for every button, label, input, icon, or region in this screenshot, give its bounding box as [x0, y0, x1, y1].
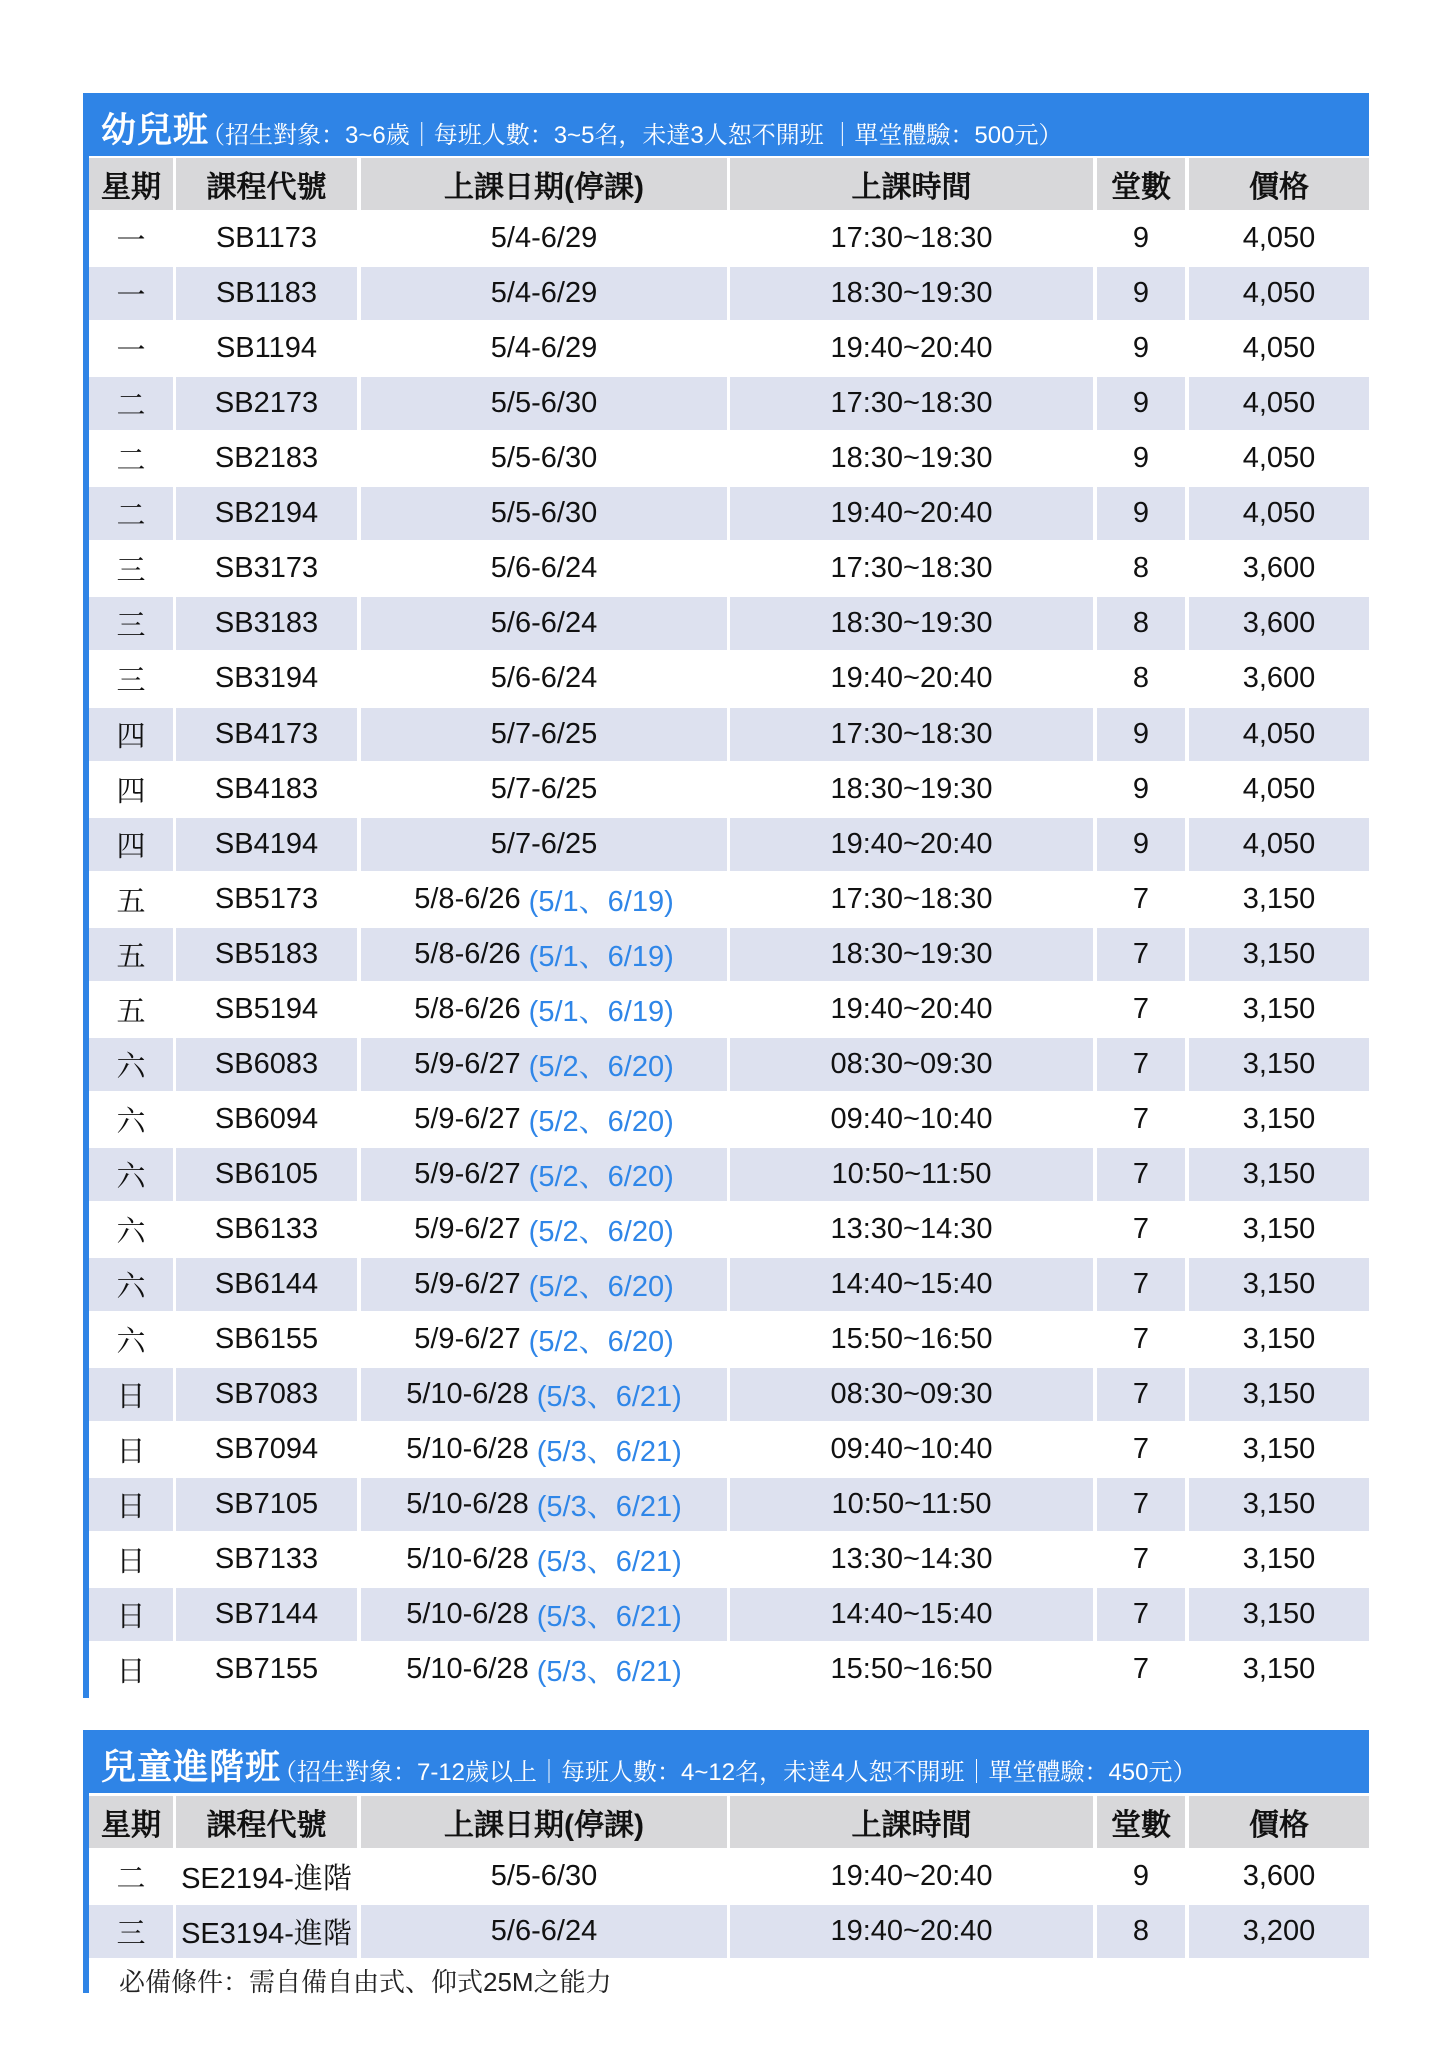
time-cell: 10:50~11:50: [730, 1478, 1093, 1531]
header-course-code: 課程代號: [176, 158, 357, 210]
date-range-cell: [361, 1093, 727, 1146]
time-cell: 08:30~09:30: [730, 1038, 1093, 1091]
date-range-cell: [361, 212, 727, 265]
price-cell: 3,150: [1189, 1588, 1369, 1641]
header-dates: 上課日期(停課): [361, 1796, 727, 1848]
course-code-cell: SE3194-進階: [176, 1905, 357, 1958]
date-range-cell: [361, 597, 727, 650]
day-cell: 四: [89, 818, 173, 871]
price-cell: 4,050: [1189, 377, 1369, 430]
price-cell: 3,150: [1242, 1323, 1316, 1355]
cancelled-dates: (5/2、6/20): [528, 1161, 674, 1193]
day-cell: 日: [116, 1656, 146, 1688]
time-cell: 18:30~19:30: [730, 928, 1093, 981]
cancelled-dates: (5/3、6/21): [536, 1601, 682, 1633]
time-cell: 19:40~20:40: [730, 818, 1093, 871]
date-range-cell: [361, 928, 727, 981]
date-range-cell: [361, 763, 727, 816]
price-cell: 4,050: [1242, 442, 1316, 474]
course-code-cell: SB2183: [214, 442, 319, 474]
day-cell: 六: [89, 1258, 173, 1311]
header-sessions: 堂數: [1097, 1796, 1185, 1848]
day-cell: 日: [116, 1436, 146, 1468]
header-time: 上課時間: [730, 158, 1093, 210]
date-range-cell: [361, 1313, 727, 1366]
date-range-cell: [361, 1905, 727, 1958]
time-cell: 19:40~20:40: [830, 993, 993, 1025]
cancelled-dates: (5/1、6/19): [528, 886, 674, 918]
course-code-cell: SB5194: [214, 993, 319, 1025]
sessions-cell: 7: [1097, 1478, 1185, 1531]
table-row: [89, 983, 1369, 1038]
date-range-cell: [361, 818, 727, 871]
time-cell: 19:40~20:40: [830, 1860, 993, 1892]
cancelled-dates: (5/2、6/20): [528, 1106, 674, 1138]
sessions-cell: 7: [1097, 928, 1185, 981]
table-row: [89, 873, 1369, 928]
header-sessions: 堂數: [1097, 158, 1185, 210]
time-cell: 13:30~14:30: [830, 1213, 993, 1245]
sessions-cell: 7: [1097, 1368, 1185, 1421]
date-range-cell: [361, 1643, 727, 1696]
date-range-cell: [361, 1478, 727, 1531]
sessions-cell: 8: [1132, 552, 1150, 584]
date-range-cell: [361, 1203, 727, 1256]
date-range: 5/7-6/25: [490, 718, 598, 750]
course-code-cell: SB7094: [214, 1433, 319, 1465]
date-range-cell: [361, 432, 727, 485]
price-cell: 3,150: [1189, 1038, 1369, 1091]
price-cell: 3,150: [1242, 1543, 1316, 1575]
table-row: [89, 1203, 1369, 1258]
date-range: 5/10-6/28: [406, 1598, 529, 1630]
date-range-cell: [361, 1850, 727, 1903]
table-row: [89, 267, 1369, 322]
section-title: 兒童進階班: [101, 1748, 282, 1787]
time-cell: 13:30~14:30: [830, 1543, 993, 1575]
day-cell: 五: [89, 928, 173, 981]
sessions-cell: 9: [1132, 442, 1150, 474]
day-cell: 六: [89, 1038, 173, 1091]
date-range: 5/9-6/27: [414, 1213, 521, 1245]
time-cell: 17:30~18:30: [830, 883, 993, 915]
sessions-cell: 9: [1132, 332, 1150, 364]
day-cell: 二: [89, 377, 173, 430]
time-cell: 18:30~19:30: [730, 267, 1093, 320]
sessions-cell: 8: [1097, 597, 1185, 650]
section-title-bar: [83, 93, 1369, 156]
header-price: 價格: [1189, 158, 1369, 210]
day-cell: 二: [89, 487, 173, 540]
cancelled-dates: (5/3、6/21): [536, 1546, 682, 1578]
time-cell: 19:40~20:40: [830, 662, 993, 694]
time-cell: 15:50~16:50: [830, 1323, 993, 1355]
price-cell: 3,150: [1242, 883, 1316, 915]
requirement-note: 必備條件：需自備自由式、仰式25M之能力: [119, 1967, 612, 1997]
date-range: 5/9-6/27: [414, 1323, 521, 1355]
date-range-cell: [361, 1423, 727, 1476]
sessions-cell: 7: [1132, 1103, 1150, 1135]
date-range: 5/9-6/27: [414, 1158, 521, 1190]
sessions-cell: 8: [1097, 1905, 1185, 1958]
cancelled-dates: (5/2、6/20): [528, 1216, 674, 1248]
table-row: [89, 212, 1369, 267]
section-subtitle: （招生對象：7-12歲以上｜每班人數：4~12名，未達4人恕不開班｜單堂體驗：450元）: [273, 1759, 1197, 1786]
table-row: [89, 1258, 1369, 1313]
date-range-cell: [361, 1148, 727, 1201]
table-row: [89, 1313, 1369, 1368]
price-cell: 4,050: [1189, 818, 1369, 871]
date-range: 5/7-6/25: [490, 828, 598, 860]
price-cell: 3,150: [1189, 1368, 1369, 1421]
day-cell: 一: [116, 335, 146, 367]
day-cell: 五: [116, 886, 146, 918]
table-row: [89, 432, 1369, 487]
price-cell: 3,150: [1189, 1258, 1369, 1311]
table-row: [89, 597, 1369, 652]
table-row: [89, 652, 1369, 707]
date-range: 5/6-6/24: [490, 662, 598, 694]
price-cell: 4,050: [1189, 267, 1369, 320]
date-range-cell: [361, 1533, 727, 1586]
course-code-cell: SB1194: [215, 332, 318, 364]
sessions-cell: 9: [1132, 1860, 1150, 1892]
course-code-cell: SB4173: [176, 708, 357, 761]
day-cell: 日: [89, 1368, 173, 1421]
table-row: [89, 818, 1369, 873]
day-cell: 三: [89, 1905, 173, 1958]
date-range-cell: [361, 322, 727, 375]
date-range: 5/9-6/27: [414, 1103, 521, 1135]
header-day: 星期: [89, 158, 173, 210]
sessions-cell: 9: [1097, 487, 1185, 540]
time-cell: 18:30~19:30: [730, 597, 1093, 650]
section-subtitle: （招生對象：3~6歲｜每班人數：3~5名，未達3人恕不開班 ｜單堂體驗：500元）: [201, 122, 1063, 149]
table-row: [89, 1038, 1369, 1093]
course-code-cell: SB7155: [214, 1653, 319, 1685]
price-cell: 3,150: [1189, 928, 1369, 981]
date-range: 5/10-6/28: [406, 1543, 529, 1575]
course-code-cell: SB1183: [176, 267, 357, 320]
sessions-cell: 9: [1132, 222, 1150, 254]
price-cell: 3,150: [1242, 1433, 1316, 1465]
table-row: [89, 1533, 1369, 1588]
time-cell: 18:30~19:30: [830, 442, 993, 474]
price-cell: 3,600: [1242, 1860, 1316, 1892]
table-row: [89, 487, 1369, 542]
course-code-cell: SB6133: [214, 1213, 319, 1245]
date-range: 5/4-6/29: [490, 277, 598, 309]
header-price: 價格: [1189, 1796, 1369, 1848]
day-cell: 六: [116, 1106, 146, 1138]
course-code-cell: SB3183: [176, 597, 357, 650]
time-cell: 19:40~20:40: [830, 332, 993, 364]
date-range-cell: [361, 1038, 727, 1091]
sessions-cell: 8: [1132, 662, 1150, 694]
sessions-cell: 7: [1132, 1433, 1150, 1465]
sessions-cell: 7: [1097, 1588, 1185, 1641]
cancelled-dates: (5/1、6/19): [528, 996, 674, 1028]
cancelled-dates: (5/3、6/21): [536, 1436, 682, 1468]
time-cell: 19:40~20:40: [730, 487, 1093, 540]
table-row: [89, 377, 1369, 432]
table-header-row: [89, 1795, 1369, 1850]
sessions-cell: 7: [1097, 1038, 1185, 1091]
section-advanced-class: [83, 1730, 1369, 1997]
date-range-cell: [361, 377, 727, 430]
header-course-code: 課程代號: [176, 1796, 357, 1848]
price-cell: 3,150: [1189, 1478, 1369, 1531]
date-range: 5/8-6/26: [414, 883, 521, 915]
day-cell: 六: [116, 1216, 146, 1248]
date-range-cell: [361, 652, 727, 705]
course-code-cell: SB7133: [214, 1543, 319, 1575]
table-row: [89, 1850, 1369, 1905]
day-cell: 一: [89, 267, 173, 320]
sessions-cell: 7: [1132, 1323, 1150, 1355]
day-cell: 日: [116, 1546, 146, 1578]
date-range: 5/9-6/27: [414, 1048, 521, 1080]
day-cell: 三: [116, 555, 146, 587]
date-range-cell: [361, 1368, 727, 1421]
day-cell: 四: [89, 708, 173, 761]
date-range-cell: [361, 487, 727, 540]
course-code-cell: SB1173: [215, 222, 318, 254]
date-range: 5/10-6/28: [406, 1433, 529, 1465]
date-range: 5/9-6/27: [414, 1268, 521, 1300]
day-cell: 二: [116, 445, 146, 477]
sessions-cell: 7: [1132, 1653, 1150, 1685]
date-range-cell: [361, 873, 727, 926]
header-day: 星期: [89, 1796, 173, 1848]
date-range-cell: [361, 1258, 727, 1311]
cancelled-dates: (5/3、6/21): [536, 1381, 682, 1413]
time-cell: 17:30~18:30: [830, 222, 993, 254]
course-code-cell: SB7105: [176, 1478, 357, 1531]
date-range: 5/5-6/30: [490, 442, 598, 474]
date-range: 5/6-6/24: [490, 552, 598, 584]
time-cell: 14:40~15:40: [730, 1258, 1093, 1311]
time-cell: 15:50~16:50: [830, 1653, 993, 1685]
price-cell: 3,150: [1242, 1213, 1316, 1245]
time-cell: 10:50~11:50: [730, 1148, 1093, 1201]
cancelled-dates: (5/3、6/21): [536, 1656, 682, 1688]
price-cell: 3,150: [1242, 1103, 1316, 1135]
sessions-cell: 7: [1097, 1258, 1185, 1311]
day-cell: 四: [116, 776, 146, 808]
cancelled-dates: (5/1、6/19): [528, 941, 674, 973]
day-cell: 一: [116, 225, 146, 257]
table-row: [89, 928, 1369, 983]
section-toddler-class: [83, 93, 1369, 1698]
date-range: 5/8-6/26: [414, 993, 521, 1025]
date-range: 5/10-6/28: [406, 1653, 529, 1685]
table-row: [89, 1478, 1369, 1533]
sessions-cell: 9: [1132, 773, 1150, 805]
price-cell: 3,200: [1189, 1905, 1369, 1958]
header-dates: 上課日期(停課): [361, 158, 727, 210]
sessions-cell: 7: [1132, 1543, 1150, 1575]
date-range: 5/6-6/24: [490, 607, 598, 639]
price-cell: 3,600: [1242, 552, 1316, 584]
sessions-cell: 9: [1097, 377, 1185, 430]
time-cell: 14:40~15:40: [730, 1588, 1093, 1641]
day-cell: 三: [116, 665, 146, 697]
course-code-cell: SB6144: [176, 1258, 357, 1311]
table-row: [89, 708, 1369, 763]
date-range-cell: [361, 708, 727, 761]
price-cell: 4,050: [1242, 773, 1316, 805]
date-range: 5/6-6/24: [490, 1915, 598, 1947]
price-cell: 3,600: [1242, 662, 1316, 694]
course-code-cell: SE2194-進階: [181, 1863, 352, 1895]
course-code-cell: SB3194: [214, 662, 319, 694]
table-row: [89, 542, 1369, 597]
date-range: 5/10-6/28: [406, 1488, 529, 1520]
day-cell: 三: [89, 597, 173, 650]
course-code-cell: SB4194: [176, 818, 357, 871]
course-code-cell: SB6094: [214, 1103, 319, 1135]
sessions-cell: 7: [1097, 1148, 1185, 1201]
time-cell: 19:40~20:40: [730, 1905, 1093, 1958]
date-range-cell: [361, 1588, 727, 1641]
section-title-bar: [83, 1730, 1369, 1793]
course-code-cell: SB7083: [176, 1368, 357, 1421]
date-range: 5/7-6/25: [490, 773, 598, 805]
date-range-cell: [361, 542, 727, 595]
course-code-cell: SB2194: [176, 487, 357, 540]
date-range: 5/8-6/26: [414, 938, 521, 970]
price-cell: 3,150: [1242, 1653, 1316, 1685]
time-cell: 09:40~10:40: [830, 1103, 993, 1135]
date-range: 5/4-6/29: [490, 222, 598, 254]
table-row: [89, 1905, 1369, 1960]
course-code-cell: SB7144: [176, 1588, 357, 1641]
course-code-cell: SB5183: [176, 928, 357, 981]
cancelled-dates: (5/3、6/21): [536, 1491, 682, 1523]
cancelled-dates: (5/2、6/20): [528, 1051, 674, 1083]
day-cell: 日: [89, 1478, 173, 1531]
course-code-cell: SB4183: [214, 773, 319, 805]
course-code-cell: SB3173: [214, 552, 319, 584]
date-range: 5/4-6/29: [490, 332, 598, 364]
course-code-cell: SB6155: [214, 1323, 319, 1355]
time-cell: 17:30~18:30: [730, 708, 1093, 761]
table-row: [89, 1643, 1369, 1698]
date-range-cell: [361, 267, 727, 320]
time-cell: 09:40~10:40: [830, 1433, 993, 1465]
table-row: [89, 1423, 1369, 1478]
course-code-cell: SB6105: [176, 1148, 357, 1201]
table-row: [89, 322, 1369, 377]
date-range: 5/5-6/30: [490, 387, 598, 419]
time-cell: 08:30~09:30: [730, 1368, 1093, 1421]
day-cell: 六: [89, 1148, 173, 1201]
sessions-cell: 7: [1132, 1213, 1150, 1245]
sessions-cell: 7: [1132, 993, 1150, 1025]
date-range-cell: [361, 983, 727, 1036]
day-cell: 二: [116, 1863, 146, 1895]
section-title: 幼兒班: [101, 111, 210, 150]
sessions-cell: 9: [1097, 267, 1185, 320]
table-row: [89, 1148, 1369, 1203]
sessions-cell: 9: [1097, 708, 1185, 761]
price-cell: 3,600: [1189, 597, 1369, 650]
time-cell: 18:30~19:30: [830, 773, 993, 805]
table-row: [89, 1368, 1369, 1423]
course-code-cell: SB6083: [176, 1038, 357, 1091]
cancelled-dates: (5/2、6/20): [528, 1326, 674, 1358]
table-row: [89, 1588, 1369, 1643]
header-time: 上課時間: [730, 1796, 1093, 1848]
table-row: [89, 1093, 1369, 1148]
price-cell: 4,050: [1242, 332, 1316, 364]
time-cell: 17:30~18:30: [730, 377, 1093, 430]
course-code-cell: SB5173: [214, 883, 319, 915]
table-row: [89, 763, 1369, 818]
course-code-cell: SB2173: [176, 377, 357, 430]
date-range: 5/5-6/30: [490, 497, 598, 529]
day-cell: 日: [89, 1588, 173, 1641]
sessions-cell: 7: [1132, 883, 1150, 915]
day-cell: 五: [116, 996, 146, 1028]
date-range: 5/10-6/28: [406, 1378, 529, 1410]
day-cell: 六: [116, 1326, 146, 1358]
price-cell: 4,050: [1189, 487, 1369, 540]
table-header-row: [89, 157, 1369, 212]
price-cell: 4,050: [1242, 222, 1316, 254]
sessions-cell: 9: [1097, 818, 1185, 871]
time-cell: 17:30~18:30: [830, 552, 993, 584]
cancelled-dates: (5/2、6/20): [528, 1271, 674, 1303]
price-cell: 3,150: [1242, 993, 1316, 1025]
date-range: 5/5-6/30: [490, 1860, 598, 1892]
price-cell: 3,150: [1189, 1148, 1369, 1201]
price-cell: 4,050: [1189, 708, 1369, 761]
